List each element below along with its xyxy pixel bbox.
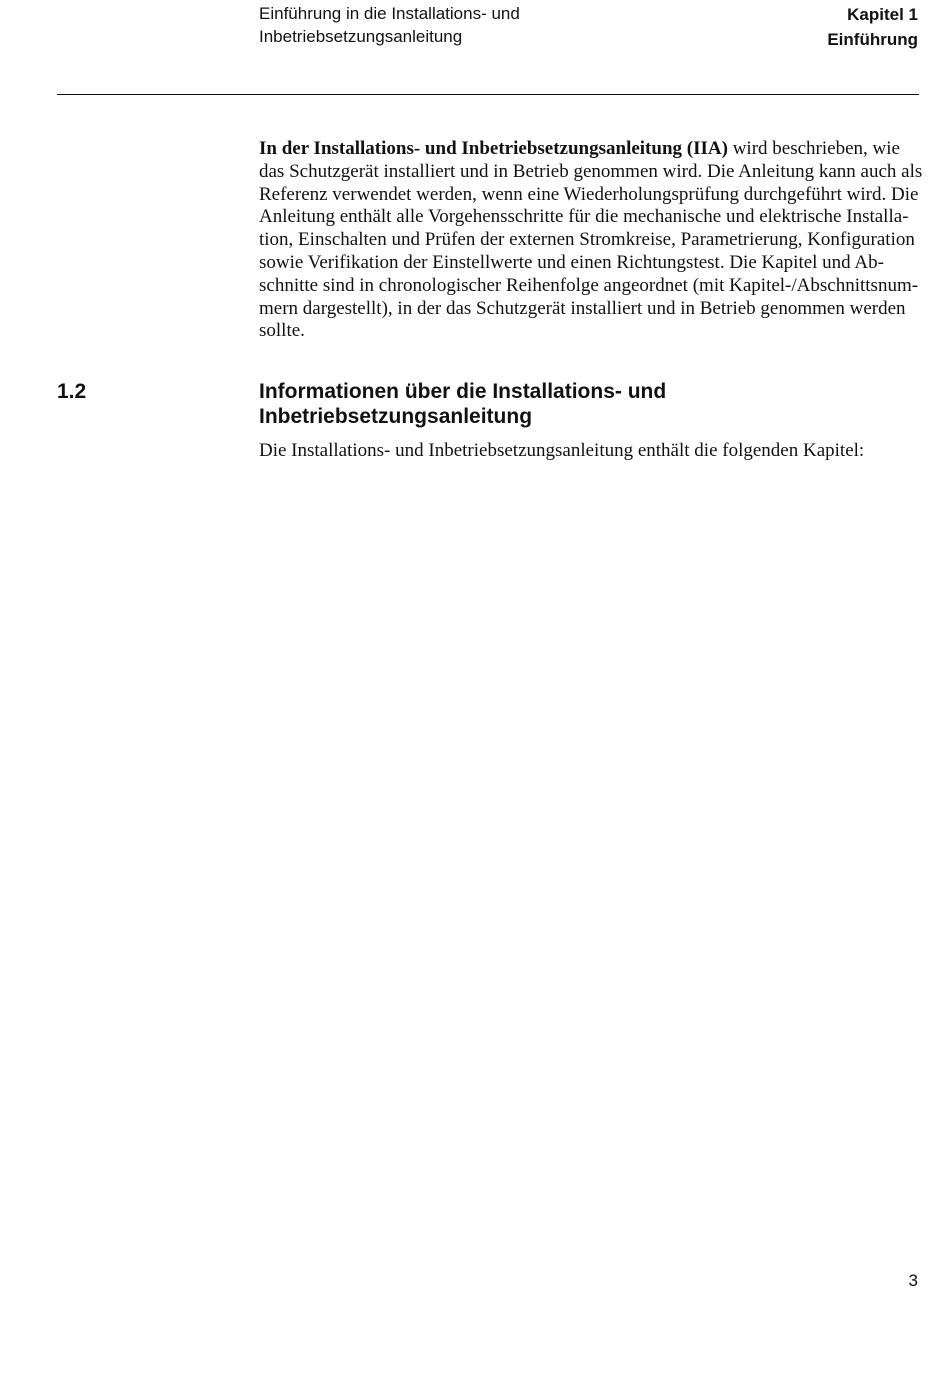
section-heading-line-2: Inbetriebsetzungsanleitung (259, 405, 533, 428)
page-number: 3 (908, 1271, 918, 1290)
chapter-label: Kapitel 1 (847, 5, 918, 24)
section-number: 1.2 (57, 380, 87, 403)
running-header (259, 2, 520, 48)
intro-line: sollte. (259, 320, 305, 342)
intro-line: sowie Verifikation der Einstellwerte und einen Richtungstest. Die Kapitel und Ab- (259, 251, 884, 273)
section-heading (259, 379, 666, 429)
intro-line-1 (259, 138, 924, 161)
intro-line-1-rest: wird beschrieben, wie (727, 138, 900, 159)
intro-line: schnitte sind in chronologischer Reihenfolge angeordnet (mit Kapitel-/Abschnittsnum- (259, 274, 919, 296)
chapter-title: Einführung (827, 30, 918, 49)
intro-bold-lead: In der Installations- und Inbetriebsetzungsanleitung (IIA) (259, 138, 728, 159)
running-header-line-1: Einführung in die Installations- und (259, 4, 520, 23)
header-divider (57, 94, 919, 95)
intro-line: das Schutzgerät installiert und in Betrieb genommen wird. Die Anleitung kann auch als (259, 160, 923, 182)
intro-line: mern dargestellt), in der das Schutzgerät installiert und in Betrieb genommen werden (259, 297, 906, 319)
section-heading-line-1: Informationen über die Installations- und (259, 380, 667, 403)
intro-paragraph (259, 138, 924, 343)
intro-line: tion, Einschalten und Prüfen der externen Stromkreise, Parametrierung, Konfiguration (259, 229, 915, 251)
section-body-text: Die Installations- und Inbetriebsetzungsanleitung enthält die folgenden Kapitel: (259, 440, 865, 461)
intro-line: Anleitung enthält alle Vorgehensschritte für die mechanische und elektrische Installa- (259, 206, 909, 228)
running-header-line-2: Inbetriebsetzungsanleitung (259, 27, 463, 46)
chapter-header (827, 2, 918, 52)
intro-line: Referenz verwendet werden, wenn eine Wiederholungsprüfung durchgeführt wird. Die (259, 183, 919, 205)
